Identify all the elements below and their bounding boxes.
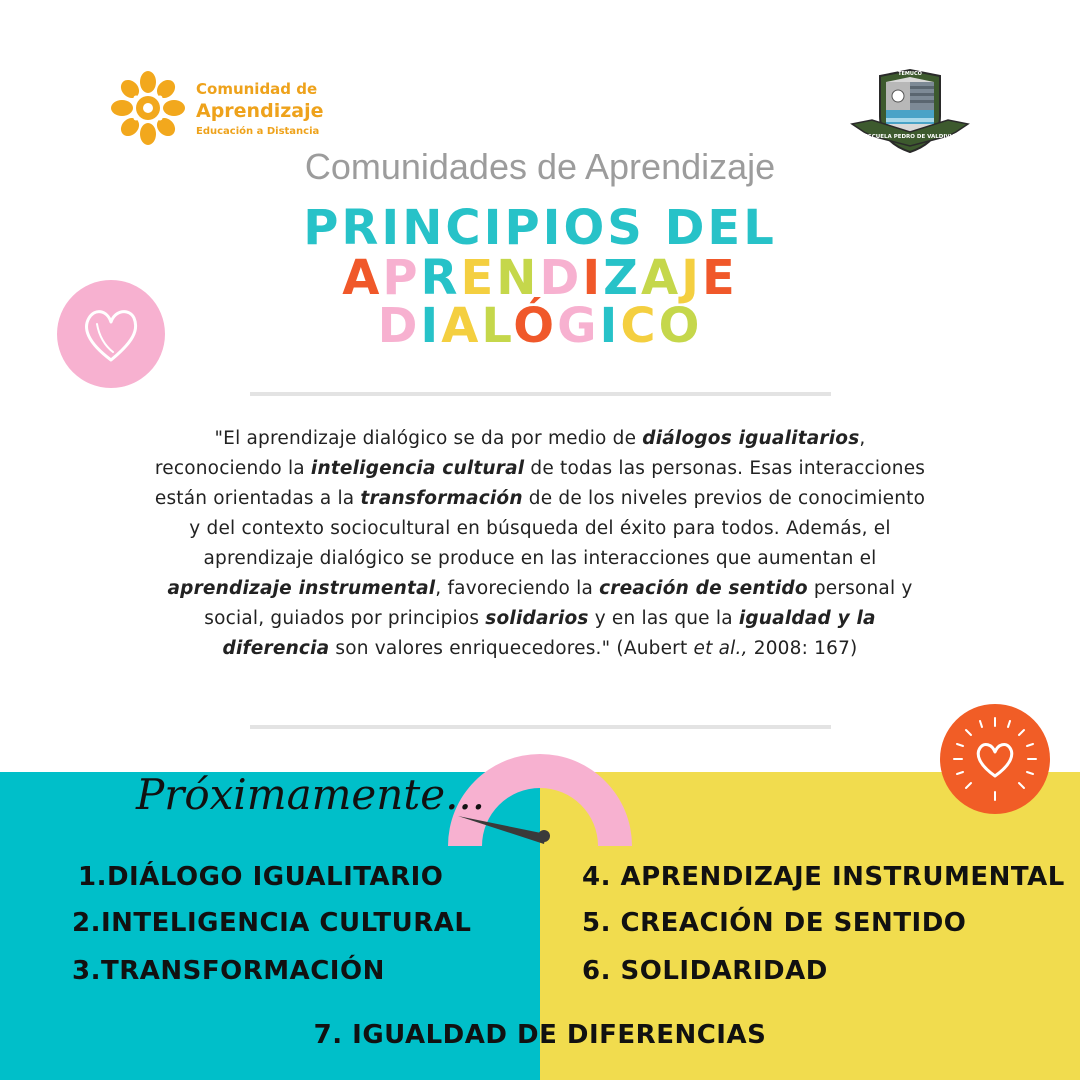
orange-heart-badge [940, 704, 1050, 814]
title-letter: D [539, 250, 583, 306]
title-letter: P [382, 250, 421, 306]
quote-text: "El aprendizaje dialógico se da por medio de [214, 428, 643, 449]
principle-item-4: 4. APRENDIZAJE INSTRUMENTAL [582, 862, 1065, 892]
principle-item-2: 2.INTELIGENCIA CULTURAL [72, 908, 472, 938]
title-letter: A [342, 250, 383, 306]
quote-text: de de los niveles previos de conocimiento y del contexto sociocultural en búsqueda del éxito para todos. Además, el aprendizaje dialógico se produce en las interacciones que aumentan el [189, 488, 926, 569]
title-letter: E [460, 250, 497, 306]
title-letter: C [620, 298, 659, 354]
quote-text: y en las que la [588, 608, 739, 629]
title-letter: A [441, 298, 482, 354]
logo-text-line2: Aprendizaje [196, 100, 324, 122]
quote-emphasis: aprendizaje instrumental [167, 578, 436, 599]
quote-emphasis: inteligencia cultural [310, 458, 525, 479]
title-line-1: PRINCIPIOS DEL [303, 200, 777, 256]
title-letter: E [702, 250, 738, 306]
logo-text-line1: Comunidad de [196, 80, 318, 98]
logo-text-line3: Educación a Distancia [196, 126, 320, 137]
quote-emphasis: creación de sentido [599, 578, 808, 599]
school-crest-logo [848, 66, 972, 158]
title-letter: Z [603, 250, 641, 306]
heart-icon [57, 280, 165, 388]
divider-top [250, 392, 831, 396]
flower-logo-icon [106, 68, 190, 148]
principle-item-3: 3.TRANSFORMACIÓN [72, 956, 385, 986]
quote-text: son valores enriquecedores." (Aubert [329, 638, 694, 659]
quote-citation-italic: et al., [693, 638, 748, 659]
crest-band-text: ESCUELA PEDRO DE VALDIVIA [864, 134, 956, 140]
principle-item-5: 5. CREACIÓN DE SENTIDO [582, 908, 967, 938]
quote-emphasis: igualdad y la diferencia [222, 608, 876, 659]
proximamente-heading: Próximamente... [136, 770, 486, 819]
quote-emphasis: solidarios [485, 608, 589, 629]
quote-text: personal y social, guiados por principios [204, 578, 913, 629]
title-letter: D [377, 298, 421, 354]
title-letter: L [481, 298, 514, 354]
pink-heart-badge [57, 280, 165, 388]
title-letter: A [640, 250, 682, 306]
quote-text: , favoreciendo la [435, 578, 600, 599]
crest-top-text: TEMUCO [898, 71, 922, 77]
title-letter: O [658, 298, 703, 354]
title-letter: Ó [513, 298, 558, 354]
title-letter: J [681, 250, 702, 306]
quote-emphasis: diálogos igualitarios [642, 428, 860, 449]
principle-item-7: 7. IGUALDAD DE DIFERENCIAS [313, 1020, 767, 1050]
principle-item-6: 6. SOLIDARIDAD [582, 956, 828, 986]
title-letter: I [582, 250, 604, 306]
quote-text: 2008: 167) [747, 638, 858, 659]
title-letter: I [599, 298, 621, 354]
title-letter: I [420, 298, 442, 354]
heart-sparkle-icon [940, 704, 1050, 814]
quote-text: de todas las personas. Esas interacciones están orientadas a la [154, 458, 926, 509]
principle-item-1: 1.DIÁLOGO IGUALITARIO [78, 862, 444, 892]
title-letter: N [496, 250, 540, 306]
title-letter: R [420, 250, 461, 306]
quote-emphasis: transformación [360, 488, 523, 509]
comunidad-aprendizaje-logo [106, 68, 336, 148]
quote-text: , reconociendo la [154, 428, 866, 479]
divider-bottom [250, 725, 831, 729]
quote-paragraph [150, 424, 930, 664]
school-shield-icon [848, 66, 972, 158]
subtitle: Comunidades de Aprendizaje [304, 146, 776, 187]
title-letter: G [557, 298, 600, 354]
